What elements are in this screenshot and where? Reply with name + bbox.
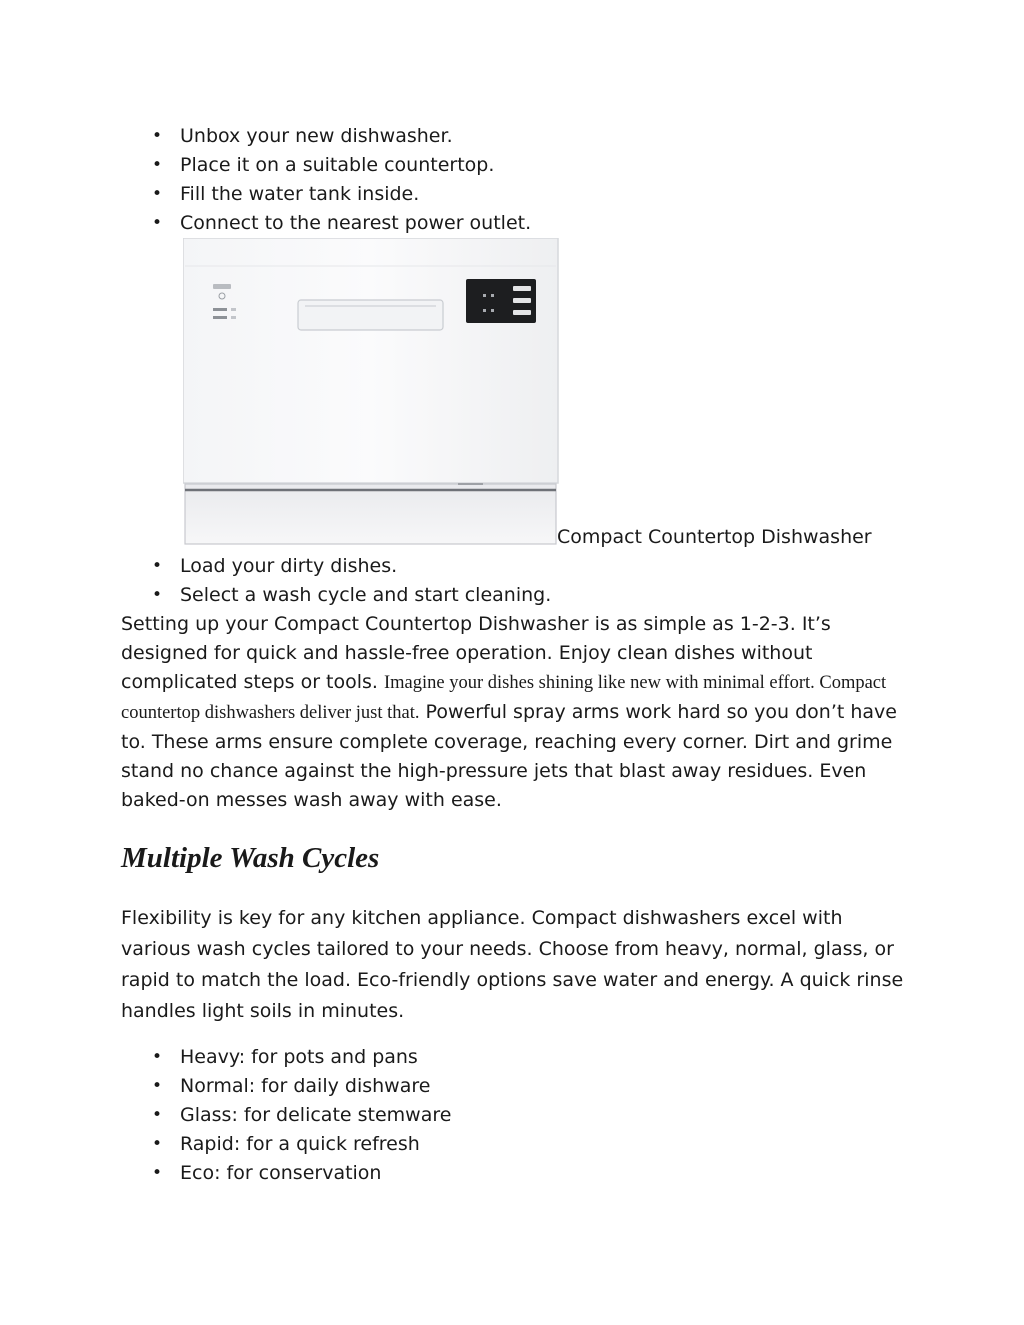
section-paragraph: Flexibility is key for any kitchen appliance. Compact dishwashers excel with various wash cycles tailored to your needs. Choose from heavy, normal, glass, or rapid to match the load. Eco-friendly options save water and energy. A quick rinse handles light soils in minutes. bbox=[121, 907, 904, 1022]
list-item: • Glass: for delicate stemware bbox=[150, 1101, 451, 1130]
intro-serif-text: Imagine your dishes shining like new with minimal effort. Compact countertop dishwashers deliver just that. bbox=[121, 673, 887, 723]
list-item: • Rapid: for a quick refresh bbox=[150, 1130, 451, 1159]
setup-steps-list-continued bbox=[150, 552, 551, 610]
intro-text: Setting up your Compact Countertop Dishwasher is as simple as 1-2-3. It’s designed for quick and hassle-free operation. Enjoy clean dishes without complicated steps or tools. bbox=[121, 613, 831, 693]
dishwasher-image bbox=[183, 238, 559, 545]
list-item: • Select a wash cycle and start cleaning. bbox=[150, 581, 551, 610]
intro-paragraph bbox=[121, 610, 911, 815]
list-item: • Normal: for daily dishware bbox=[150, 1072, 451, 1101]
setup-steps-list bbox=[150, 122, 531, 238]
section-heading: Multiple Wash Cycles bbox=[121, 842, 380, 874]
list-item: • Load your dirty dishes. bbox=[150, 552, 551, 581]
list-item: • Connect to the nearest power outlet. bbox=[150, 209, 531, 238]
list-item: • Place it on a suitable countertop. bbox=[150, 151, 531, 180]
list-item: • Unbox your new dishwasher. bbox=[150, 122, 531, 151]
intro-text: Powerful spray arms work hard so you don’t have to. These arms ensure complete coverage, reaching every corner. Dirt and grime stand no chance against the high-pressure jets that blast away residues. Even baked-on messes wash away with ease. bbox=[121, 701, 897, 811]
figure-caption: Compact Countertop Dishwasher bbox=[557, 526, 872, 548]
list-item: • Fill the water tank inside. bbox=[150, 180, 531, 209]
wash-cycles-list bbox=[150, 1043, 451, 1188]
list-item: • Eco: for conservation bbox=[150, 1159, 451, 1188]
list-item: • Heavy: for pots and pans bbox=[150, 1043, 451, 1072]
